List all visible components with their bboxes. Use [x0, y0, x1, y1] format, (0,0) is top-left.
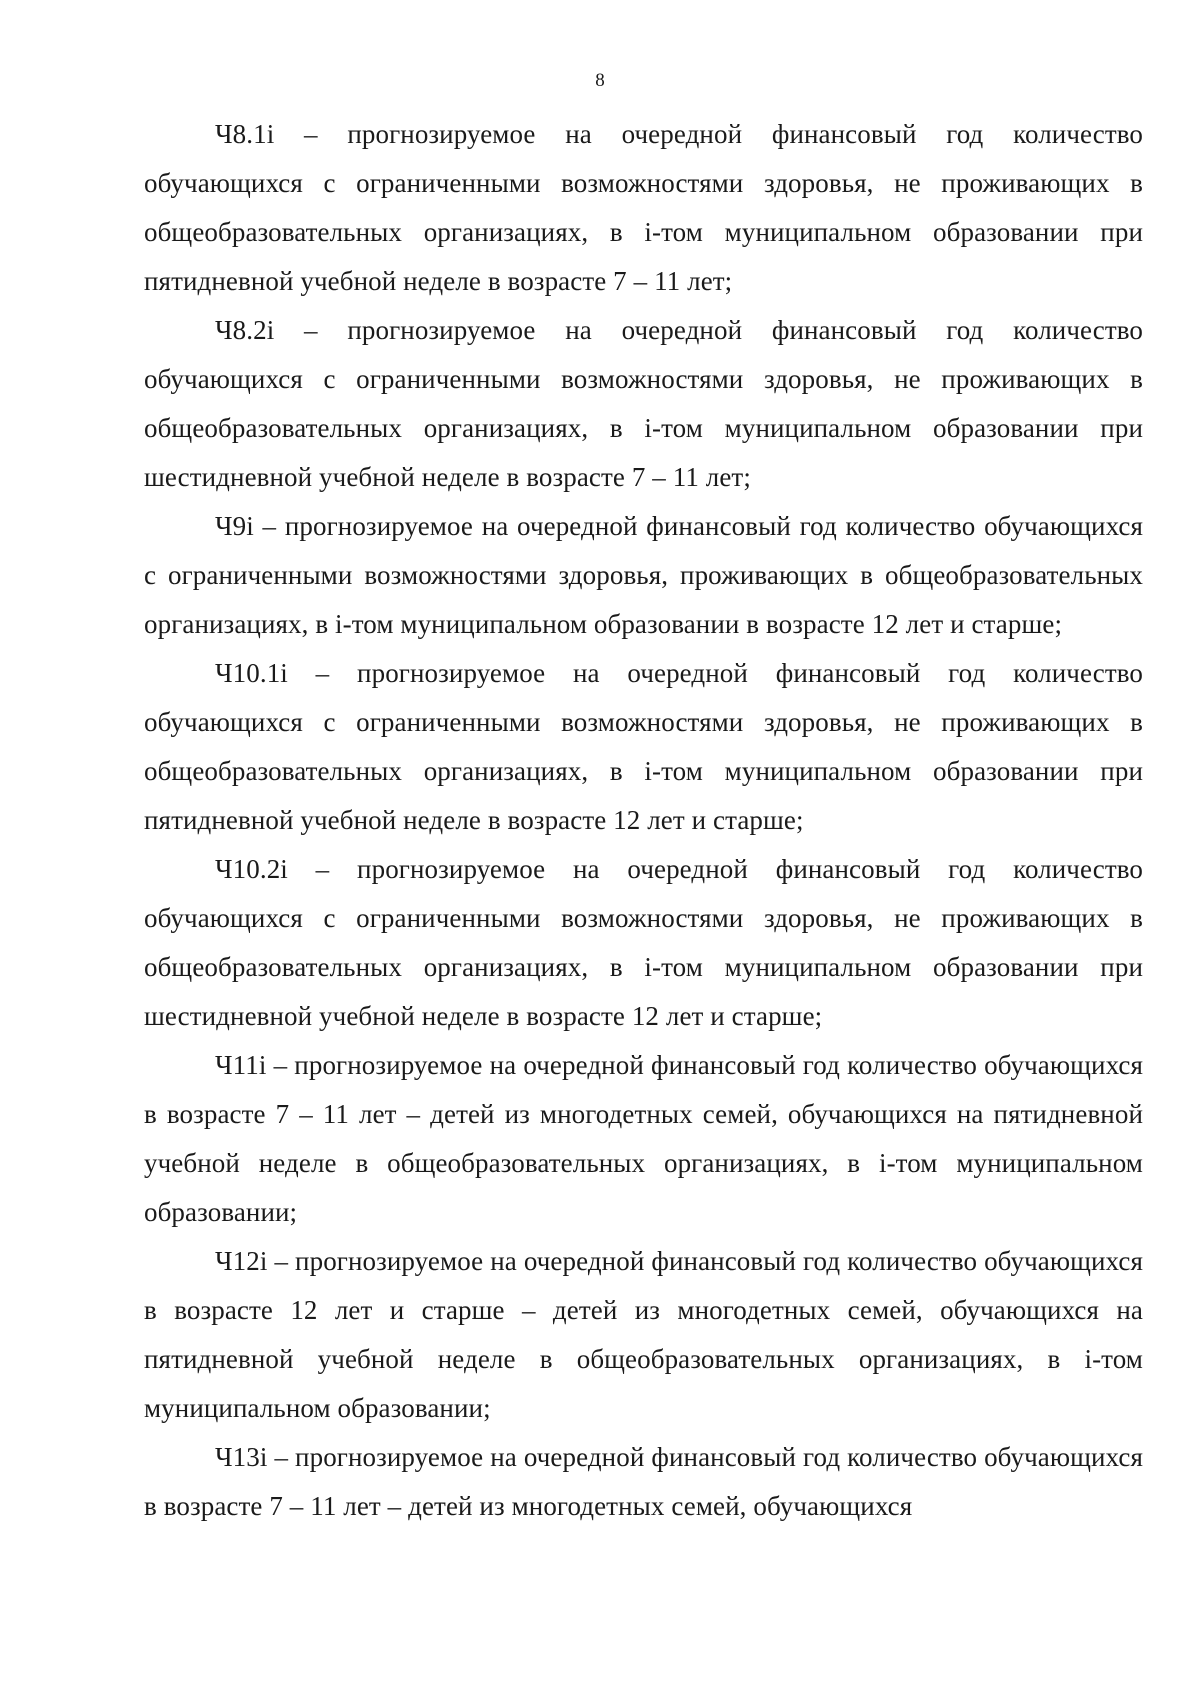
paragraph-ch12: Ч12i – прогнозируемое на очередной финансовый год количество обучающихся в возрасте 12 лет и старше – детей из многодетных семей, обучающихся на пятидневной учебной неделе в общеобразовательных организациях, в i-том муниципальном образовании;	[144, 1246, 1143, 1423]
paragraph-ch9: Ч9i – прогнозируемое на очередной финансовый год количество обучающихся с ограниченными возможностями здоровья, проживающих в общеобразовательных организациях, в i-том муниципальном образовании в возрасте 12 лет и старше;	[144, 511, 1143, 639]
paragraph-ch13: Ч13i – прогнозируемое на очередной финансовый год количество обучающихся в возрасте 7 – 11 лет – детей из многодетных семей, обучающихся	[144, 1442, 1143, 1521]
paragraph-ch11: Ч11i – прогнозируемое на очередной финансовый год количество обучающихся в возрасте 7 – 11 лет – детей из многодетных семей, обучающихся на пятидневной учебной неделе в общеобразовательных организациях, в i-том муниципальном образовании;	[144, 1050, 1143, 1227]
document-body	[144, 110, 1143, 1531]
paragraph-ch10-1: Ч10.1i – прогнозируемое на очередной финансовый год количество обучающихся с ограниченными возможностями здоровья, не проживающих в общеобразовательных организациях, в i-том муниципальном образовании при пятидневной учебной неделе в возрасте 12 лет и старше;	[144, 658, 1143, 835]
paragraph-ch8-1: Ч8.1i – прогнозируемое на очередной финансовый год количество обучающихся с ограниченными возможностями здоровья, не проживающих в общеобразовательных организациях, в i-том муниципальном образовании при пятидневной учебной неделе в возрасте 7 – 11 лет;	[144, 119, 1143, 296]
page-number: 8	[595, 70, 605, 91]
paragraph-ch8-2: Ч8.2i – прогнозируемое на очередной финансовый год количество обучающихся с ограниченными возможностями здоровья, не проживающих в общеобразовательных организациях, в i-том муниципальном образовании при шестидневной учебной неделе в возрасте 7 – 11 лет;	[144, 315, 1143, 492]
paragraph-ch10-2: Ч10.2i – прогнозируемое на очередной финансовый год количество обучающихся с ограниченными возможностями здоровья, не проживающих в общеобразовательных организациях, в i-том муниципальном образовании при шестидневной учебной неделе в возрасте 12 лет и старше;	[144, 854, 1143, 1031]
